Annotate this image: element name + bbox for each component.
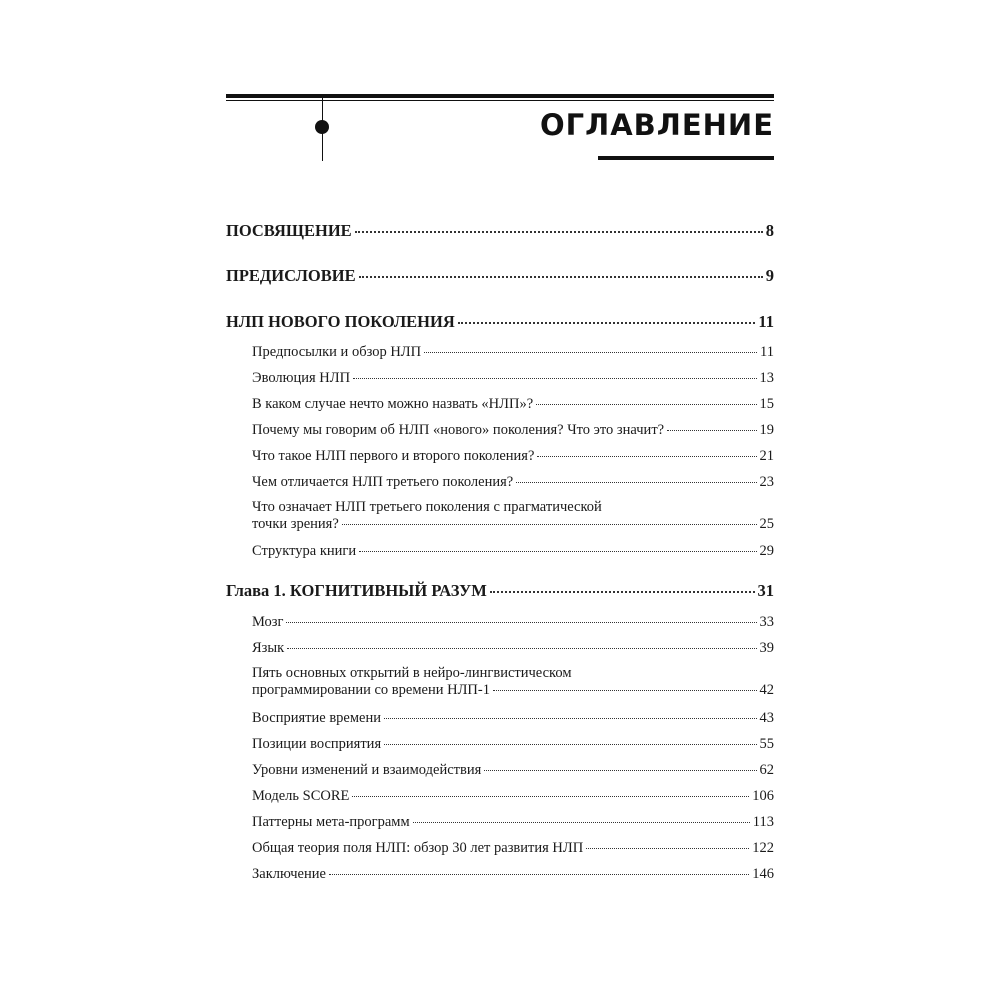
- toc-entry-label: Уровни изменений и взаимодействия: [252, 762, 482, 778]
- toc-page-number: 25: [759, 516, 774, 532]
- toc-subentry[interactable]: [252, 422, 774, 439]
- toc-entry-label: В каком случае нечто можно назвать «НЛП»?: [252, 396, 534, 412]
- toc-entry-label: Язык: [252, 640, 285, 656]
- leader-dots: [667, 430, 756, 431]
- toc-entry-label: Восприятие времени: [252, 710, 381, 726]
- toc-entry-label: Чем отличается НЛП третьего поколения?: [252, 474, 514, 490]
- leader-dots: [424, 352, 757, 353]
- toc-entry-new-generation[interactable]: [226, 312, 774, 332]
- toc-page-number: 62: [759, 762, 774, 778]
- toc-entry-label: Глава 1. КОГНИТИВНЫЙ РАЗУМ: [226, 581, 487, 600]
- leader-dots: [413, 822, 750, 823]
- leader-dots: [359, 551, 756, 552]
- toc-entry-label: НЛП НОВОГО ПОКОЛЕНИЯ: [226, 312, 455, 331]
- toc-subentry[interactable]: [252, 814, 774, 831]
- toc-page-number: 39: [759, 640, 774, 656]
- toc-page-number: 21: [759, 448, 774, 464]
- toc-subentry[interactable]: [252, 370, 774, 387]
- toc-subentry[interactable]: [252, 499, 774, 533]
- toc-entry-label: Позиции восприятия: [252, 736, 382, 752]
- leader-dots: [516, 482, 756, 483]
- toc-entry-label: Заключение: [252, 866, 326, 882]
- toc-page-number: 113: [752, 814, 774, 830]
- toc-entry-label-line1: Пять основных открытий в нейро-лингвистическом: [252, 665, 572, 681]
- toc-page-number: 43: [759, 710, 774, 726]
- leader-dots: [352, 796, 749, 797]
- leader-dots: [537, 456, 756, 457]
- toc-subentry[interactable]: [252, 665, 774, 699]
- toc-entry-label: ПРЕДИСЛОВИЕ: [226, 266, 356, 285]
- leader-dots: [359, 276, 763, 278]
- leader-dots: [384, 744, 756, 745]
- leader-dots: [586, 848, 749, 849]
- leader-dots: [490, 591, 755, 593]
- toc-entry-chapter-1[interactable]: [226, 581, 774, 601]
- toc-entry-label: Предпосылки и обзор НЛП: [252, 344, 422, 360]
- leader-dots: [355, 231, 763, 233]
- leader-dots: [384, 718, 757, 719]
- page-title: ОГЛАВЛЕНИЕ: [539, 108, 774, 142]
- leader-dots: [493, 690, 757, 691]
- toc-page-number: 106: [752, 788, 774, 804]
- toc-page-number: 11: [760, 344, 774, 360]
- toc-subentry[interactable]: [252, 396, 774, 413]
- toc-subentry[interactable]: [252, 474, 774, 491]
- toc-subentry[interactable]: [252, 448, 774, 465]
- toc-page-number: 122: [752, 840, 774, 856]
- toc-subentry[interactable]: [252, 788, 774, 805]
- toc-page-number: 15: [759, 396, 774, 412]
- toc-page-number: 55: [759, 736, 774, 752]
- toc-entry-label: Эволюция НЛП: [252, 370, 351, 386]
- toc-entry-label-line2: программировании со времени НЛП-1: [252, 682, 490, 698]
- toc-page-number: 8: [765, 221, 774, 240]
- toc-page-number: 29: [759, 543, 774, 559]
- toc-subentry[interactable]: [252, 543, 774, 560]
- toc-page-number: 42: [759, 682, 774, 698]
- toc-subentry[interactable]: [252, 640, 774, 657]
- toc-subentry[interactable]: [252, 736, 774, 753]
- toc-subentry[interactable]: [252, 344, 774, 361]
- toc-page-number: 33: [759, 614, 774, 630]
- toc-entry-label: Мозг: [252, 614, 284, 630]
- toc-page-number: 146: [752, 866, 774, 882]
- toc-subentry[interactable]: [252, 614, 774, 631]
- leader-dots: [458, 322, 756, 324]
- toc-page-number: 13: [759, 370, 774, 386]
- leader-dots: [484, 770, 756, 771]
- toc-subentry[interactable]: [252, 866, 774, 883]
- leader-dots: [329, 874, 749, 875]
- toc-entry-label: Модель SCORE: [252, 788, 350, 804]
- toc-entry-label-line1: Что означает НЛП третьего поколения с прагматической: [252, 499, 602, 515]
- toc-entry-label-line2: точки зрения?: [252, 516, 339, 532]
- toc-page-number: 31: [757, 581, 774, 600]
- toc-entry-dedication[interactable]: [226, 221, 774, 241]
- toc-page-number: 19: [759, 422, 774, 438]
- title-underline: [598, 156, 774, 160]
- toc-subentry[interactable]: [252, 762, 774, 779]
- toc-page-number: 11: [758, 312, 774, 331]
- toc-entry-label: Структура книги: [252, 543, 357, 559]
- toc-entry-label: Общая теория поля НЛП: обзор 30 лет развития НЛП: [252, 840, 584, 856]
- toc-entry-label: ПОСВЯЩЕНИЕ: [226, 221, 352, 240]
- toc-entry-label: Что такое НЛП первого и второго поколения?: [252, 448, 535, 464]
- toc-subentry[interactable]: [252, 840, 774, 857]
- toc-entry-preface[interactable]: [226, 266, 774, 286]
- toc-entry-label: Паттерны мета-программ: [252, 814, 410, 830]
- header-rule-thin: [226, 100, 774, 101]
- leader-dots: [286, 622, 756, 623]
- bullet-dot-icon: [315, 120, 329, 134]
- header-rule-top: [226, 94, 774, 98]
- toc-entry-label: Почему мы говорим об НЛП «нового» поколения? Что это значит?: [252, 422, 665, 438]
- toc-page-number: 23: [759, 474, 774, 490]
- leader-dots: [353, 378, 756, 379]
- toc-page-number: 9: [765, 266, 774, 285]
- leader-dots: [287, 648, 756, 649]
- toc-subentry[interactable]: [252, 710, 774, 727]
- leader-dots: [342, 524, 757, 525]
- leader-dots: [536, 404, 756, 405]
